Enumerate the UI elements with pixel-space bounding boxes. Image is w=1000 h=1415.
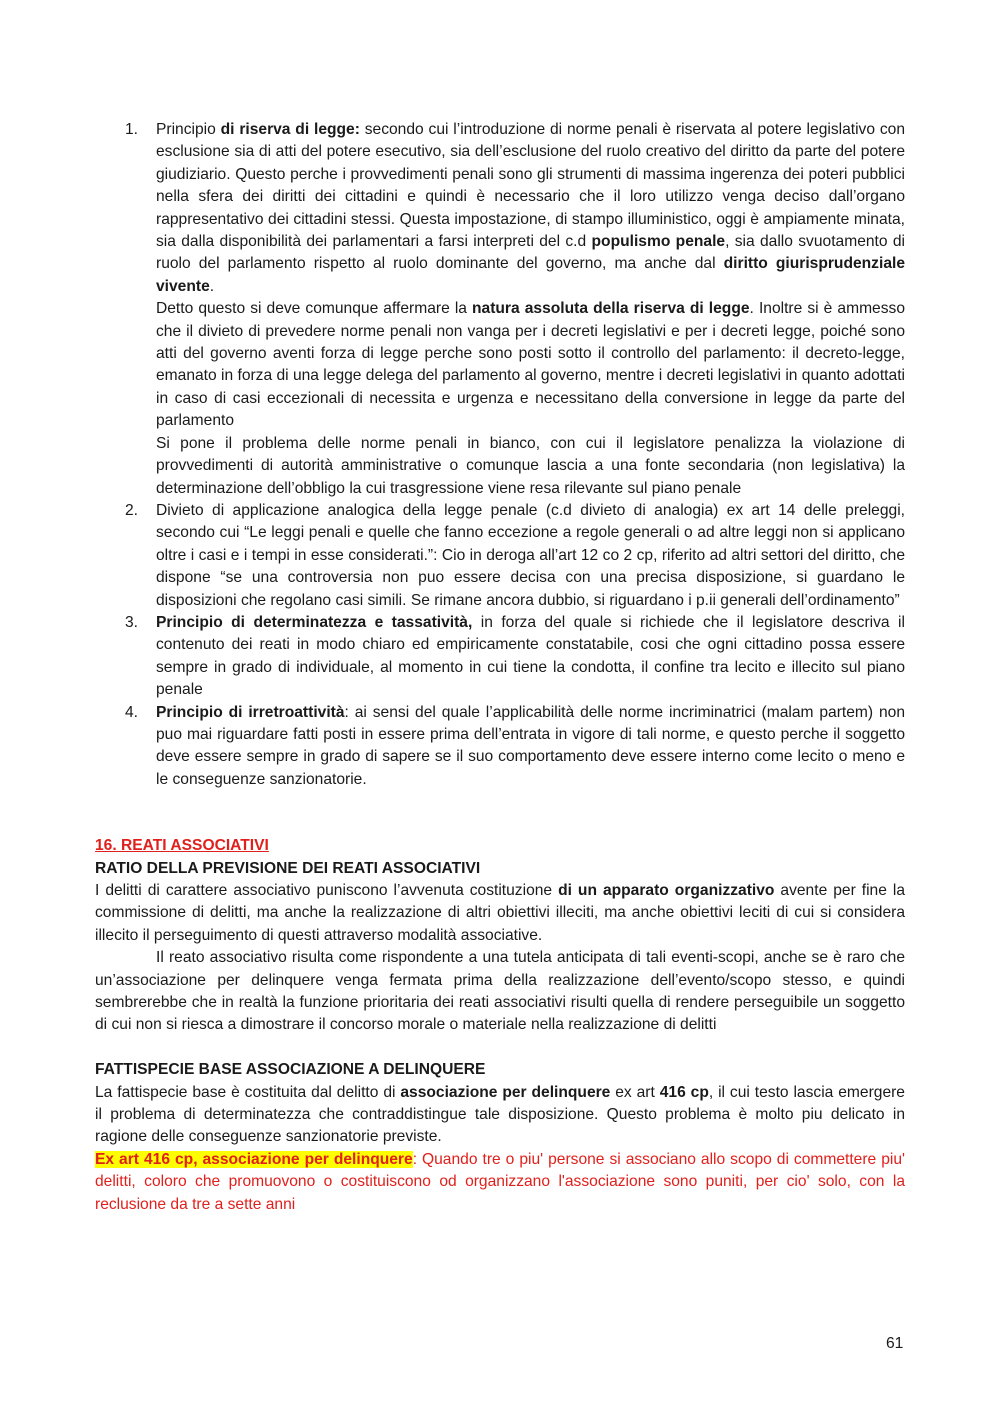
section-title: 16. REATI ASSOCIATIVI xyxy=(95,837,269,855)
spacer xyxy=(95,1037,905,1059)
bold-term: di riserva di legge: xyxy=(220,121,360,138)
law-quote xyxy=(95,1149,905,1216)
text: ex art xyxy=(610,1083,660,1101)
paragraph xyxy=(156,119,905,298)
text: secondo cui l’introduzione di norme penali è riservata al potere legislativo con esclusione sia di atti del potere esecutivo, sia dell’esclusione del ruolo creativo del diritto da parte del potere giudiziario. Questo perche i provvedimenti penali sono gli strumenti di massima ingerenza dei poteri pubblici nella sfera dei diritti dei cittadini e quindi è necessario che il loro utilizzo venga deciso dall’organo rappresentativo dei cittadini stessi. Questa impostazione, di stampo illuministico, oggi è ampiamente minata, sia dalla disponibilità dei parlamentari a farsi interpreti del c.d xyxy=(156,121,905,251)
list-number: 1. xyxy=(125,121,139,138)
subsection-heading: FATTISPECIE BASE ASSOCIAZIONE A DELINQUERE xyxy=(95,1061,486,1079)
paragraph xyxy=(156,298,905,432)
bold-term: associazione per delinquere xyxy=(400,1083,611,1101)
text: Principio xyxy=(156,121,221,138)
bold-term: natura assoluta della riserva di legge xyxy=(472,300,750,318)
text: , il cui testo lascia emergere il problema di determinatezza che contraddistingue tale disposizione. Questo problema è molto piu delicato in ragione delle conseguenze sanzionatorie previste. xyxy=(95,1083,905,1146)
text: in forza del quale si richiede che il legislatore descriva il contenuto dei reati in modo chiaro ed empiricamente constatabile, cosi che ogni cittadino possa essere sempre in grado di individuale, al momento in cui tiene la condotta, il confine tra lecito e illecito sul piano penale xyxy=(156,613,905,699)
bold-term: 416 cp xyxy=(659,1083,709,1101)
paragraph: Si pone il problema delle norme penali in bianco, con cui il legislatore penalizza la violazione di provvedimenti di autorità amministrative o comunque lascia a una fonte secondaria (non legislativa) la determinazione dell’obbligo la cui trasgressione viene resa rilevante sul piano penale xyxy=(156,434,905,497)
paragraph xyxy=(156,702,905,792)
principles-list xyxy=(95,119,905,791)
highlighted-reference: Ex art 416 cp, associazione per delinquere xyxy=(95,1150,413,1168)
text: . Inoltre si è ammesso che il divieto di prevedere norme penali non vanga per i decreti legislativi e per i decreti legge, poiché sono atti del governo aventi forza di legge perche sono posti sotto il controllo del parlamento: il decreto-legge, emanato in forza di una legge delega del parlamento al governo, mentre i decreti legislativi in quanto adottati in caso di casi eccezionali di necessita e urgenza e necessitano della conversione in legge da parte del parlamento xyxy=(156,300,905,430)
list-number: 4. xyxy=(125,703,139,721)
paragraph xyxy=(95,1082,905,1149)
text: avente per fine la commissione di delitti, ma anche la realizzazione di altri obiettivi illeciti, ma anche obiettivi leciti di cui si considera illecito il perseguimento di questi attraverso modalità associative. xyxy=(95,882,906,944)
paragraph xyxy=(156,612,905,702)
text: I delitti di carattere associativo puniscono l’avvenuta costituzione xyxy=(95,882,559,899)
document-page xyxy=(95,119,905,1216)
paragraph: Il reato associativo risulta come rispondente a una tutela anticipata di tali eventi-scopi, anche se è raro che un’associazione per delinquere venga fermata prima della realizzazione dell’evento/scopo stesso, e quindi sembrerebbe che in realtà la funzione prioritaria dei reati associativi risulti quella di rendere perseguibile un soggetto di cui non si riesca a dimostrare il concorso morale o materiale nella realizzazione di delitti xyxy=(95,949,905,1034)
text: , sia dallo svuotamento di ruolo del parlamento rispetto al ruolo dominante del governo, ma anche dal xyxy=(156,233,906,273)
text: : ai sensi del quale l’applicabilità delle norme incriminatrici (malam partem) non puo mai riguardare fatti posti in essere prima dell’entrata in vigore di tali norme, e questo perche il soggetto deve essere sempre in grado di sapere se il suo comportamento deve essere interno come lecito o meno e le conseguenze sanzionatorie. xyxy=(156,703,905,788)
page-number: 61 xyxy=(886,1335,904,1352)
bold-term: diritto giurisprudenziale vivente xyxy=(156,255,905,295)
text: . xyxy=(209,277,215,295)
paragraph: Divieto di applicazione analogica della legge penale (c.d divieto di analogia) ex art 14 delle preleggi, secondo cui “Le leggi penali e quelle che fanno eccezione a regole generali o ad altre leggi non si applicano oltre i casi e i tempi in esse considerati.”: Cio in deroga all’art 12 co 2 cp, riferito ad altri settori del diritto, che dispone “se una controversia non puo essere decisa con una precisa disposizione, si guardano le disposizioni che regolano casi simili. Se rimane ancora dubbio, si riguardano i p.ii generali dell’ordinamento” xyxy=(156,501,905,609)
list-number: 2. xyxy=(125,501,139,519)
quote-text: : Quando tre o piu' persone si associano allo scopo di commettere piu' delitti, coloro che promuovono o costituiscono od organizzano l'associazione sono puniti, per cio' solo, con la reclusione da tre a sette anni xyxy=(95,1150,905,1213)
bold-term: populismo penale xyxy=(591,233,726,251)
list-number: 3. xyxy=(125,613,139,631)
bold-term: Principio di irretroattività xyxy=(156,703,345,721)
bold-term: Principio di determinatezza e tassatività, xyxy=(156,613,473,631)
bold-term: di un apparato organizzativo xyxy=(558,882,775,899)
list-item xyxy=(95,702,905,792)
text: La fattispecie base è costituita dal delitto di xyxy=(95,1083,401,1101)
list-item xyxy=(95,119,905,500)
paragraph xyxy=(95,880,905,947)
text: Detto questo si deve comunque affermare la xyxy=(156,300,473,318)
subsection-heading: RATIO DELLA PREVISIONE DEI REATI ASSOCIATIVI xyxy=(95,859,481,877)
list-item xyxy=(95,612,905,702)
list-item xyxy=(95,500,905,612)
